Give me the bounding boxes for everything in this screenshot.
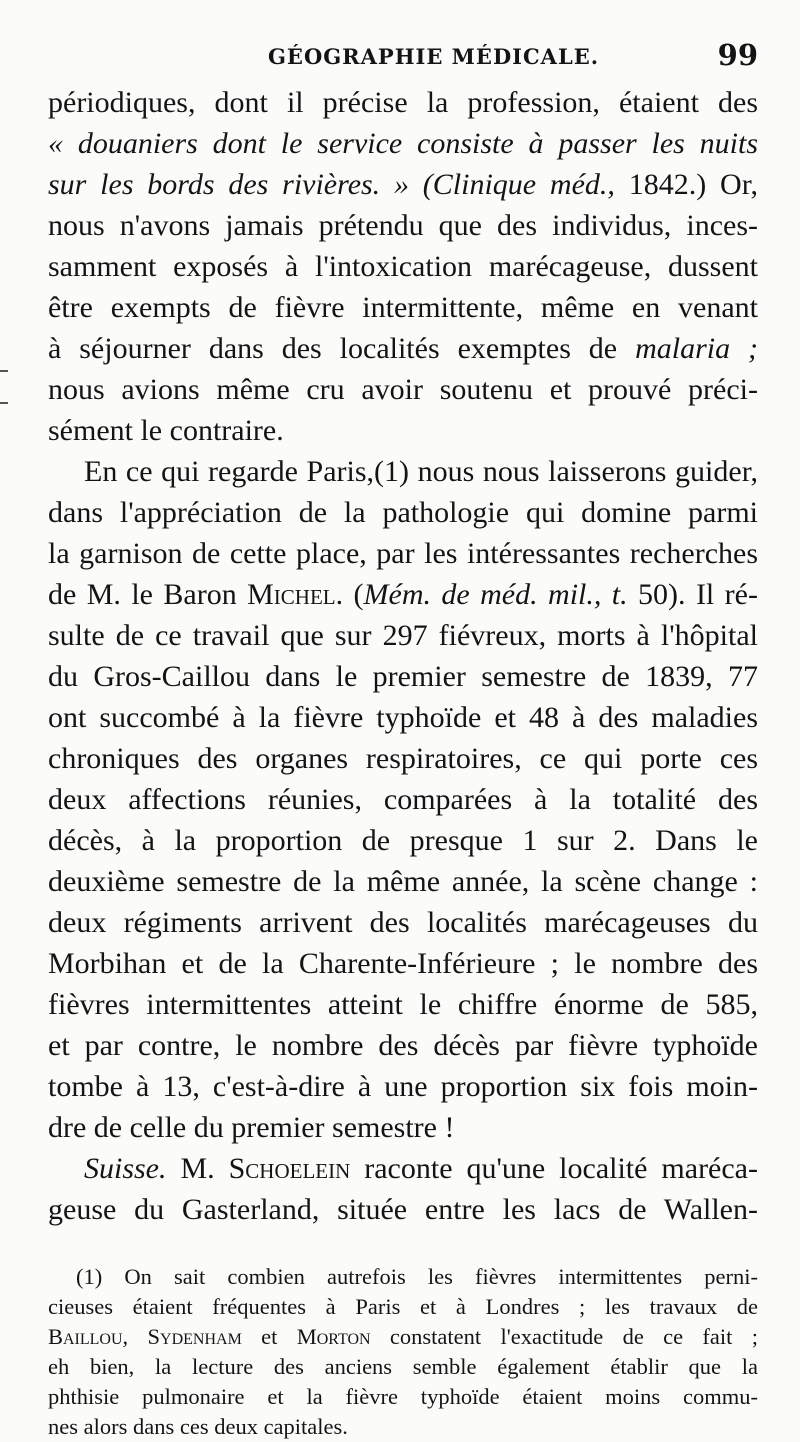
- text-line: [84, 1150, 758, 1188]
- text-line: En ce qui regarde Paris,(1) nous nous laisserons guider,: [84, 455, 758, 488]
- text-line: deux affections réunies, comparées à la totalité des: [48, 783, 758, 816]
- text-line: ont succombé à la fièvre typhoïde et 48 à des maladies: [48, 701, 758, 734]
- footnote-line: [48, 1322, 758, 1352]
- text-span: 50). Il ré-: [627, 578, 758, 611]
- text-line: « douaniers dont le service consiste à passer les nuits: [48, 127, 758, 160]
- text-span: . (: [335, 578, 364, 611]
- text-line: du Gros-Caillou dans le premier semestre de 1839, 77: [48, 660, 758, 693]
- italic-text: sur les bords des rivières. » (Clinique méd.,: [48, 168, 629, 201]
- text-line: décès, à la proportion de presque 1 sur 2. Dans le: [48, 824, 758, 857]
- text-span: M.: [166, 1152, 229, 1185]
- running-title: GÉOGRAPHIE MÉDICALE.: [268, 44, 600, 69]
- text-span: à séjourner dans des localités exemptes de: [48, 332, 636, 365]
- text-line: [48, 576, 758, 614]
- text-span: et: [241, 1324, 297, 1349]
- text-line: nous n'avons jamais prétendu que des individus, inces-: [48, 209, 758, 242]
- text-span: raconte qu'une localité maréca-: [350, 1152, 758, 1185]
- text-span: ,: [122, 1324, 148, 1349]
- text-line: dans l'appréciation de la pathologie qui domine parmi: [48, 496, 758, 529]
- text-line: fièvres intermittentes atteint le chiffre énorme de 585,: [48, 988, 758, 1021]
- running-head: [48, 38, 758, 74]
- text-line: samment exposés à l'intoxication marécageuse, dussent: [48, 250, 758, 283]
- text-line: dre de celle du premier semestre !: [48, 1111, 455, 1144]
- text-line: tombe à 13, c'est-à-dire à une proportion six fois moin-: [48, 1070, 758, 1103]
- margin-mark: [0, 370, 8, 372]
- text-line: la garnison de cette place, par les intéressantes recherches: [48, 537, 758, 570]
- text-line: périodiques, dont il précise la profession, étaient des: [48, 86, 758, 119]
- text-line: sément le contraire.: [48, 414, 284, 447]
- text-line: Morbihan et de la Charente-Inférieure ; le nombre des: [48, 947, 758, 980]
- author-name: Sydenham: [147, 1324, 242, 1349]
- author-name: Michel: [247, 578, 336, 611]
- italic-text: Suisse.: [84, 1152, 167, 1185]
- text-line: chroniques des organes respiratoires, ce qui porte ces: [48, 742, 758, 775]
- page-number: 99: [717, 38, 758, 72]
- margin-mark: [0, 402, 8, 404]
- text-line: être exempts de fièvre intermittente, même en venant: [48, 291, 758, 324]
- italic-text: Mém. de méd. mil., t.: [363, 578, 628, 611]
- author-name: Baillou: [48, 1324, 123, 1349]
- text-line: sulte de ce travail que sur 297 fiévreux, morts à l'hôpital: [48, 619, 758, 652]
- text-line: geuse du Gasterland, située entre les lacs de Wallen-: [48, 1193, 758, 1226]
- text-line: et par contre, le nombre des décès par fièvre typhoïde: [48, 1029, 758, 1062]
- text-span: constatent l'exactitude de ce fait ;: [370, 1324, 759, 1349]
- italic-text: malaria ;: [635, 332, 759, 365]
- text-line: nous avions même cru avoir soutenu et prouvé préci-: [48, 373, 758, 406]
- footnote-line: cieuses étaient fréquentes à Paris et à Londres ; les travaux de: [48, 1294, 758, 1319]
- footnote-line: eh bien, la lecture des anciens semble également établir que la: [48, 1354, 758, 1379]
- text-line: [48, 166, 758, 204]
- text-span: 1842.) Or,: [628, 168, 758, 201]
- author-name: Morton: [296, 1324, 371, 1349]
- footnote-line: nes alors dans ces deux capitales.: [48, 1414, 348, 1439]
- author-name: Schoelein: [228, 1152, 351, 1185]
- footnote-line: (1) On sait combien autrefois les fièvres intermittentes perni-: [76, 1264, 758, 1289]
- text-span: de M. le Baron: [48, 578, 248, 611]
- footnote-line: phthisie pulmonaire et la fièvre typhoïde étaient moins commu-: [48, 1384, 758, 1409]
- text-line: [48, 330, 758, 368]
- text-line: deux régiments arrivent des localités marécageuses du: [48, 906, 758, 939]
- text-line: deuxième semestre de la même année, la scène change :: [48, 865, 758, 898]
